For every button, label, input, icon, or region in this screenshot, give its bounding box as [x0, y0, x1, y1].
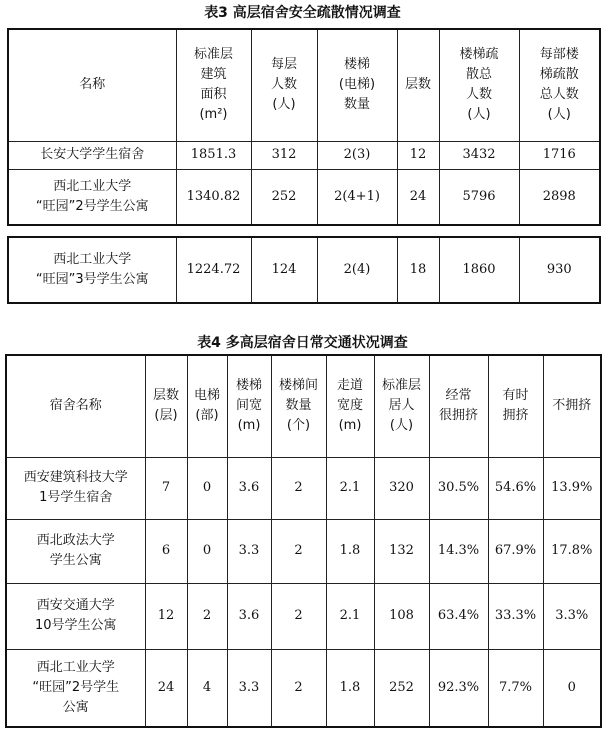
cell: 1860: [439, 237, 519, 303]
cell: 7: [145, 457, 187, 519]
t4-header-name: 宿舍名称: [6, 355, 145, 457]
cell: 63.4%: [429, 583, 488, 649]
cell: 2.1: [326, 583, 374, 649]
table-row: [6, 649, 601, 727]
cell: 2: [271, 457, 326, 519]
cell: 24: [145, 649, 187, 727]
cell: 2: [187, 583, 227, 649]
cell: 3.6: [227, 457, 271, 519]
cell: 1.8: [326, 649, 374, 727]
table-row: [8, 237, 600, 303]
row-name: 西安建筑科技大学 1号学生宿舍: [6, 457, 145, 519]
row-name: 西北工业大学 “旺园”3号学生公寓: [8, 237, 176, 303]
cell: 3.3: [227, 519, 271, 583]
cell: 6: [145, 519, 187, 583]
cell: 54.6%: [488, 457, 543, 519]
t4-header-very-crowded: 经常 很拥挤: [429, 355, 488, 457]
cell: 312: [251, 141, 317, 169]
cell: 4: [187, 649, 227, 727]
cell: 3.6: [227, 583, 271, 649]
row-name: 长安大学学生宿舍: [8, 141, 176, 169]
cell: 0: [187, 457, 227, 519]
cell: 2: [271, 519, 326, 583]
cell: 2: [271, 649, 326, 727]
t3-header-stairs: 楼梯 (电梯) 数量: [317, 29, 397, 141]
cell: 3.3%: [543, 583, 601, 649]
cell: 2(4): [317, 237, 397, 303]
row-name: 西北工业大学 “旺园”2号学生 公寓: [6, 649, 145, 727]
t3-header-floors: 层数: [397, 29, 439, 141]
cell: 0: [187, 519, 227, 583]
cell: 18: [397, 237, 439, 303]
table-row: [8, 141, 600, 169]
cell: 2: [271, 583, 326, 649]
row-name: 西北政法大学 学生公寓: [6, 519, 145, 583]
cell: 252: [251, 169, 317, 225]
cell: 30.5%: [429, 457, 488, 519]
cell: 12: [145, 583, 187, 649]
t3-header-people: 每层 人数 (人): [251, 29, 317, 141]
table3-continued: [7, 236, 601, 304]
cell: 132: [374, 519, 429, 583]
cell: 1851.3: [176, 141, 251, 169]
cell: 124: [251, 237, 317, 303]
cell: 67.9%: [488, 519, 543, 583]
t3-header-name: 名称: [8, 29, 176, 141]
t4-header-not-crowded: 不拥挤: [543, 355, 601, 457]
table-row: [8, 169, 600, 225]
cell: 3.3: [227, 649, 271, 727]
cell: 5796: [439, 169, 519, 225]
table-row: [6, 583, 601, 649]
cell: 1.8: [326, 519, 374, 583]
cell: 24: [397, 169, 439, 225]
cell: 108: [374, 583, 429, 649]
cell: 12: [397, 141, 439, 169]
table3: [7, 28, 601, 226]
table4-caption: 表4 多高层宿舍日常交通状况调查: [197, 335, 408, 351]
t4-header-corridor-width: 走道 宽度 (m): [326, 355, 374, 457]
cell: 13.9%: [543, 457, 601, 519]
t3-header-area: 标准层 建筑 面积 (m²): [176, 29, 251, 141]
t4-header-sometimes-crowded: 有时 拥挤: [488, 355, 543, 457]
cell: 7.7%: [488, 649, 543, 727]
row-name: 西北工业大学 “旺园”2号学生公寓: [8, 169, 176, 225]
t4-header-stair-count: 楼梯间 数量 (个): [271, 355, 326, 457]
table-row: [6, 519, 601, 583]
cell: 1716: [519, 141, 600, 169]
cell: 2(3): [317, 141, 397, 169]
cell: 14.3%: [429, 519, 488, 583]
cell: 2.1: [326, 457, 374, 519]
table4: [5, 354, 602, 728]
t4-header-residents: 标准层 居人 (人): [374, 355, 429, 457]
table3-caption: 表3 高层宿舍安全疏散情况调查: [204, 5, 401, 21]
cell: 252: [374, 649, 429, 727]
table4-header-row: [6, 355, 601, 457]
table3-header-row: [8, 29, 600, 141]
cell: 33.3%: [488, 583, 543, 649]
t4-header-stair-width: 楼梯 间宽 (m): [227, 355, 271, 457]
cell: 17.8%: [543, 519, 601, 583]
t4-header-elevators: 电梯 (部): [187, 355, 227, 457]
table-row: [6, 457, 601, 519]
cell: 0: [543, 649, 601, 727]
cell: 2898: [519, 169, 600, 225]
cell: 3432: [439, 141, 519, 169]
cell: 1224.72: [176, 237, 251, 303]
t3-header-evac-total: 楼梯疏 散总 人数 (人): [439, 29, 519, 141]
cell: 1340.82: [176, 169, 251, 225]
cell: 92.3%: [429, 649, 488, 727]
t4-header-floors: 层数 (层): [145, 355, 187, 457]
cell: 2(4+1): [317, 169, 397, 225]
cell: 320: [374, 457, 429, 519]
row-name: 西安交通大学 10号学生公寓: [6, 583, 145, 649]
cell: 930: [519, 237, 600, 303]
t3-header-evac-per-stair: 每部楼 梯疏散 总人数 (人): [519, 29, 600, 141]
